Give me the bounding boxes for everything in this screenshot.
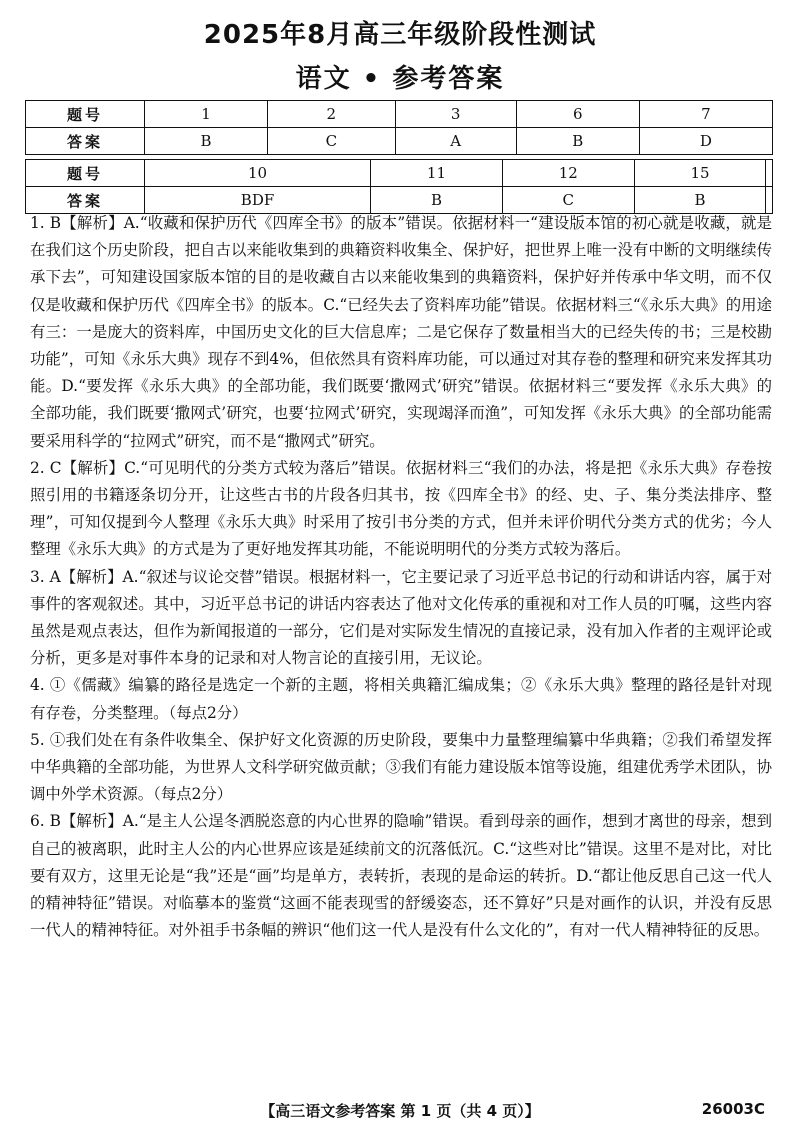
answer-cell: B <box>516 128 639 155</box>
answer-table-1 <box>25 100 773 155</box>
question-number: 3 <box>395 101 516 128</box>
answer-cell: D <box>639 128 772 155</box>
explanation-q5: 5. ①我们处在有条件收集全、保护好文化资源的历史阶段，要集中力量整理编纂中华典籍；②我们希望发挥中华典籍的全部功能，为世界人文科学研究做贡献；③我们有能力建设版本馆等设施，组建优秀学术团队，协调中外学术资源。（每点2分） <box>30 730 772 804</box>
row-label-answer: 答案 <box>26 128 145 155</box>
explanation-q6: 6. B【解析】A.“是主人公逞冬洒脱恣意的内心世界的隐喻”错误。看到母亲的画作，想到才离世的母亲，想到自己的被离职，此时主人公的内心世界应该是延续前文的沉落低沉。C.“这些对比”错误。这里不是对比，对比要有双方，这里无论是“我”还是“画”均是单方，表转折，表现的是命运的转折。D.“都让他反思自己这一代人的精神特征”错误。对临摹本的鉴赏“这画不能表现雪的舒缓姿态，还不算好”只是对画作的认识，并没有反思一代人的精神特征。对外祖手书条幅的辨识“他们这一代人是没有什么文化的”，有对一代人精神特征的反思。 <box>30 812 772 940</box>
explanation-q3: 3. A【解析】A.“叙述与议论交替”错误。根据材料一，它主要记录了习近平总书记的行动和讲话内容，属于对事件的客观叙述。其中，习近平总书记的讲话内容表达了他对文化传承的重视和对工作人员的叮嘱，这些内容虽然是观点表达，但作为新闻报道的一部分，它们是对实际发生情况的直接记录，没有加入作者的主观评论或分析，更多是对事件本身的记录和对人物言论的直接引用，无议论。 <box>30 567 772 668</box>
answer-cell: B <box>371 187 503 214</box>
page-title: 2025年8月高三年级阶段性测试 <box>203 20 597 50</box>
question-number: 10 <box>145 160 371 187</box>
explanation-q2: 2. C【解析】C.“可见明代的分类方式较为落后”错误。依据材料三“我们的办法，将是把《永乐大典》存卷按照引用的书籍逐条切分开，让这些古书的片段各归其书，按《四库全书》的经、史、子、集分类法排序、整理”，可知仅提到今人整理《永乐大典》时采用了按引书分类的方式，但并未评价明代分类方式的优劣；今人整理《永乐大典》的方式是为了更好地发挥其功能，不能说明明代的分类方式较为落后。 <box>30 458 772 559</box>
answer-cell: B <box>145 128 268 155</box>
document-code: 26003C <box>701 1100 765 1118</box>
table-row <box>26 128 773 155</box>
answer-cell: C <box>268 128 396 155</box>
explanation-q4: 4. ①《儒藏》编纂的路径是选定一个新的主题，将相关典籍汇编成集；②《永乐大典》整理的路径是针对现有存卷，分类整理。（每点2分） <box>30 676 772 722</box>
page-number-label: 【高三语文参考答案 第 1 页（共 4 页）】 <box>260 1102 540 1120</box>
table-row <box>26 160 773 187</box>
question-number: 7 <box>639 101 772 128</box>
question-number: 6 <box>516 101 639 128</box>
question-number: 1 <box>145 101 268 128</box>
answer-cell: C <box>502 187 634 214</box>
row-label-question: 题号 <box>26 160 145 187</box>
answer-table-2 <box>25 159 773 214</box>
row-label-answer: 答案 <box>26 187 145 214</box>
answer-cell: BDF <box>145 187 371 214</box>
answer-cell: A <box>395 128 516 155</box>
question-number: 11 <box>371 160 503 187</box>
question-number <box>766 160 773 187</box>
explanation-q1: 1. B【解析】A.“收藏和保护历代《四库全书》的版本”错误。依据材料一“建设版本馆的初心就是收藏，就是在我们这个历史阶段，把自古以来能收集到的典籍资料收集全、保护好，把世界上唯一没有中断的文明继续传承下去”，可知建设国家版本馆的目的是收藏自古以来能收集到的典籍资料，保护好并传承中华文明，而不仅仅是收藏和保护历代《四库全书》的版本。C.“已经失去了资料库功能”错误。依据材料三“《永乐大典》的用途有三：一是庞大的资料库，中国历史文化的巨大信息库；二是它保存了数量相当大的已经失传的书；三是校勘功能”，可知《永乐大典》现存不到4%，但依然具有资料库功能，可以通过对其存卷的整理和研究来发挥其功能。D.“要发挥《永乐大典》的全部功能，我们既要‘撒网式’研究”错误。依据材料三“要发挥《永乐大典》的全部功能，我们既要‘撒网式’研究，也要‘拉网式’研究，实现竭泽而渔”，可知发挥《永乐大典》的全部功能需要采用科学的“拉网式”研究，而不是“撒网式”研究。 <box>30 214 772 450</box>
question-number: 15 <box>634 160 766 187</box>
page-subtitle: 语文 • 参考答案 <box>295 64 505 94</box>
question-number: 2 <box>268 101 396 128</box>
answer-cell: B <box>634 187 766 214</box>
question-number: 12 <box>502 160 634 187</box>
row-label-question: 题号 <box>26 101 145 128</box>
explanations <box>30 210 772 944</box>
table-row <box>26 101 773 128</box>
